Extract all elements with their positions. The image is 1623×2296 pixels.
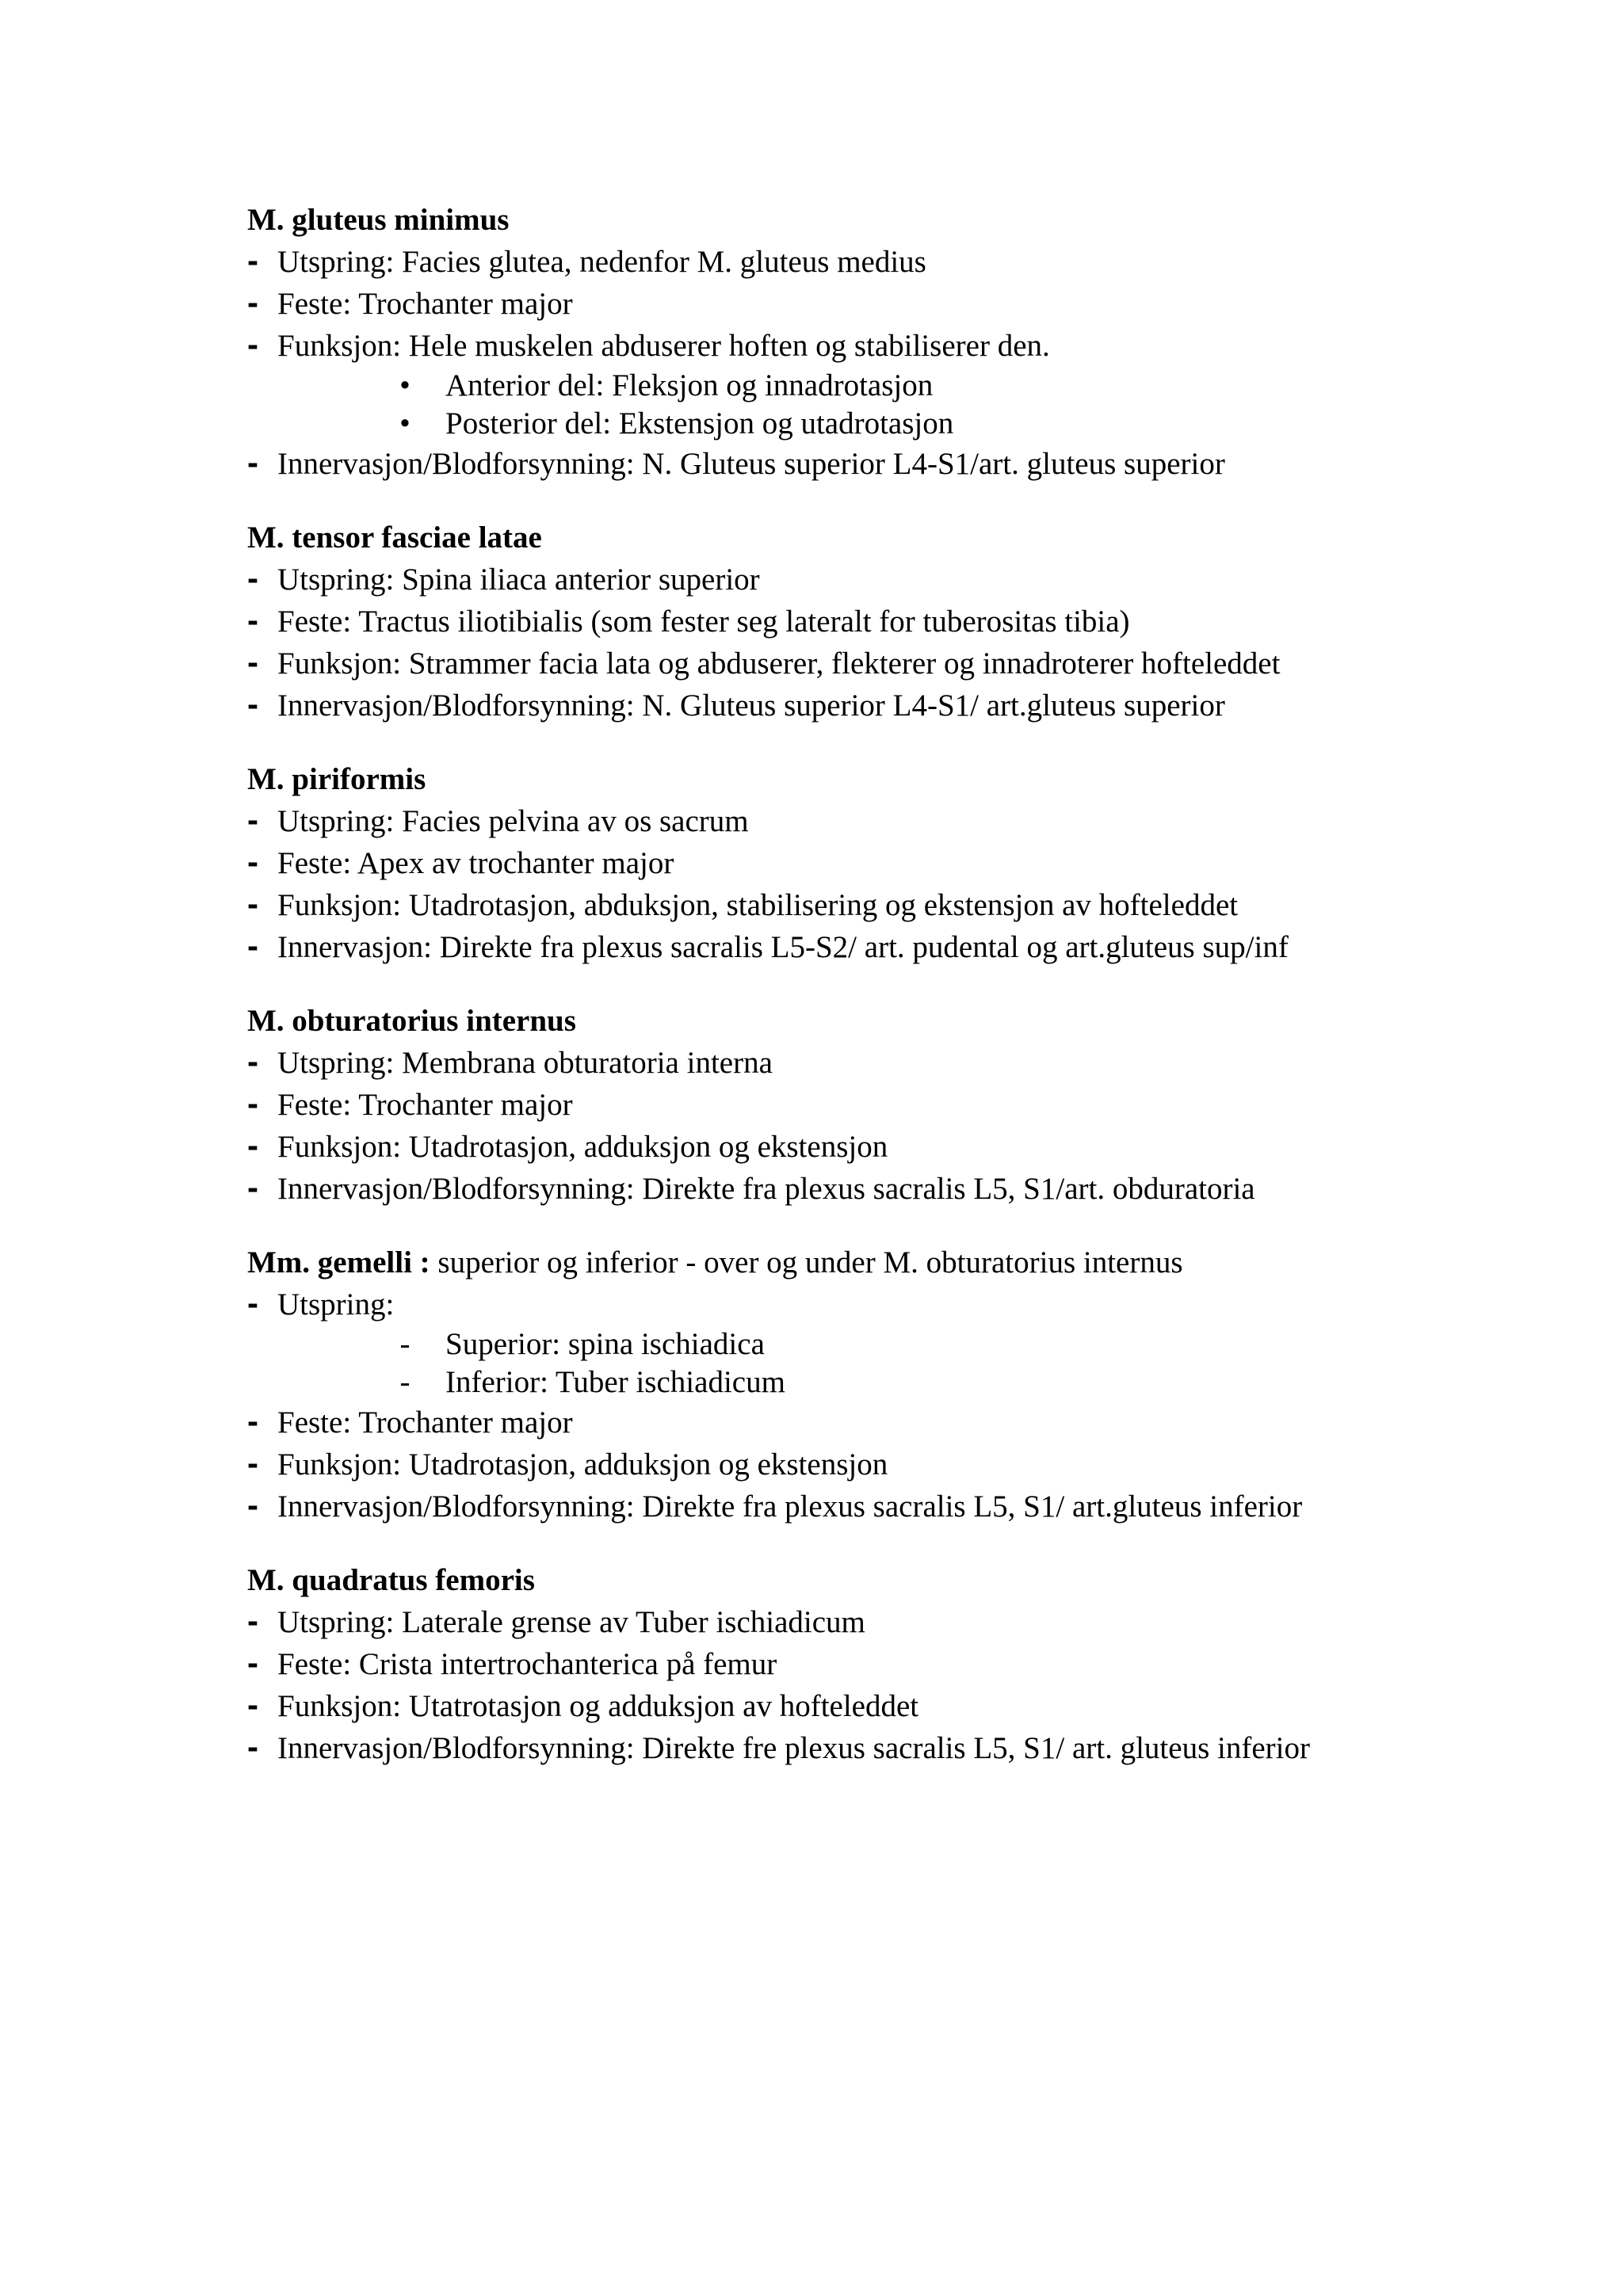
dash-marker: - xyxy=(247,685,258,723)
item-text: Funksjon: Utatrotasjon og adduksjon av hofteleddet xyxy=(277,1689,919,1723)
list-item xyxy=(247,1643,1436,1685)
item-text: Funksjon: Utadrotasjon, adduksjon og ekstensjon xyxy=(277,1447,888,1482)
muscle-section xyxy=(247,517,1436,727)
muscle-section xyxy=(247,1000,1436,1210)
dash-marker: - xyxy=(247,1644,258,1681)
dash-marker: - xyxy=(247,1686,258,1723)
dash-marker: - xyxy=(247,1402,258,1440)
dash-marker: - xyxy=(247,843,258,880)
item-text: Feste: Trochanter major xyxy=(277,1088,573,1122)
document-page xyxy=(247,199,1436,1801)
list-item xyxy=(247,1168,1436,1210)
item-text: Innervasjon/Blodforsynning: Direkte fre plexus sacralis L5, S1/ art. gluteus inferior xyxy=(277,1731,1310,1765)
dash-marker: - xyxy=(247,1169,258,1206)
dash-marker: - xyxy=(247,801,258,838)
item-text: Funksjon: Utadrotasjon, abduksjon, stabilisering og ekstensjon av hofteleddet xyxy=(277,888,1239,922)
dash-marker: - xyxy=(247,1043,258,1080)
list-item xyxy=(247,643,1436,685)
item-text: Funksjon: Utadrotasjon, adduksjon og ekstensjon xyxy=(277,1130,888,1164)
dash-marker: - xyxy=(247,242,258,279)
dash-marker: - xyxy=(247,1127,258,1164)
item-text: Innervasjon/Blodforsynning: Direkte fra plexus sacralis L5, S1/art. obduratoria xyxy=(277,1172,1255,1206)
item-text: Utspring: xyxy=(277,1287,395,1322)
section-heading-line xyxy=(247,1559,1436,1601)
item-text: Funksjon: Strammer facia lata og abduserer, flekterer og innadroterer hofteleddet xyxy=(277,646,1281,681)
list-item xyxy=(247,1685,1436,1727)
sub-list-item xyxy=(247,405,1436,443)
item-text: Utspring: Laterale grense av Tuber ischiadicum xyxy=(277,1605,865,1639)
item-text: Utspring: Membrana obturatoria interna xyxy=(277,1046,773,1080)
section-heading: M. tensor fasciae latae xyxy=(247,521,542,555)
dash-marker: - xyxy=(247,1602,258,1639)
section-heading-line xyxy=(247,517,1436,559)
dash-marker: - xyxy=(247,927,258,964)
item-text: Feste: Apex av trochanter major xyxy=(277,846,674,880)
list-item xyxy=(247,800,1436,842)
sub-list-item xyxy=(247,367,1436,405)
section-heading: M. piriformis xyxy=(247,762,426,796)
dash-marker: - xyxy=(247,1444,258,1482)
list-item xyxy=(247,1727,1436,1769)
list-item xyxy=(247,1486,1436,1527)
section-heading: Mm. gemelli : xyxy=(247,1245,430,1280)
sub-item-text: Inferior: Tuber ischiadicum xyxy=(445,1365,785,1399)
list-item xyxy=(247,1402,1436,1444)
sub-list-item xyxy=(247,1363,1436,1402)
dash-marker: - xyxy=(247,601,258,639)
sub-bullet-marker: - xyxy=(399,1365,411,1399)
item-text: Innervasjon/Blodforsynning: N. Gluteus superior L4-S1/art. gluteus superior xyxy=(277,447,1225,481)
dash-marker: - xyxy=(247,1728,258,1765)
item-text: Feste: Crista intertrochanterica på femur xyxy=(277,1647,777,1681)
section-heading-line xyxy=(247,758,1436,800)
dash-marker: - xyxy=(247,326,258,363)
dash-marker: - xyxy=(247,1085,258,1122)
list-item xyxy=(247,443,1436,485)
sub-list-item xyxy=(247,1325,1436,1363)
list-item xyxy=(247,1444,1436,1486)
dash-marker: - xyxy=(247,284,258,321)
sub-item-text: Anterior del: Fleksjon og innadrotasjon xyxy=(445,368,934,402)
item-text: Innervasjon/Blodforsynning: N. Gluteus superior L4-S1/ art.gluteus superior xyxy=(277,688,1225,723)
section-heading-line xyxy=(247,199,1436,241)
item-text: Utspring: Facies glutea, nedenfor M. gluteus medius xyxy=(277,245,926,279)
item-text: Innervasjon/Blodforsynning: Direkte fra plexus sacralis L5, S1/ art.gluteus inferior xyxy=(277,1489,1303,1524)
section-heading-note: superior og inferior - over og under M. obturatorius internus xyxy=(430,1245,1183,1280)
section-heading: M. gluteus minimus xyxy=(247,203,510,237)
sub-bullet-marker: - xyxy=(399,1327,411,1361)
sub-bullet-marker: • xyxy=(399,406,411,441)
muscle-section xyxy=(247,1241,1436,1527)
item-text: Funksjon: Hele muskelen abduserer hoften og stabiliserer den. xyxy=(277,329,1050,363)
list-item xyxy=(247,1283,1436,1325)
item-text: Feste: Trochanter major xyxy=(277,1405,573,1440)
dash-marker: - xyxy=(247,559,258,597)
dash-marker: - xyxy=(247,643,258,681)
dash-marker: - xyxy=(247,1486,258,1524)
sub-item-text: Superior: spina ischiadica xyxy=(445,1327,765,1361)
list-item xyxy=(247,1042,1436,1084)
list-item xyxy=(247,601,1436,643)
dash-marker: - xyxy=(247,1284,258,1322)
list-item xyxy=(247,241,1436,283)
sub-bullet-marker: • xyxy=(399,368,411,402)
list-item xyxy=(247,926,1436,968)
list-item xyxy=(247,559,1436,601)
list-item xyxy=(247,1126,1436,1168)
dash-marker: - xyxy=(247,444,258,481)
muscle-section xyxy=(247,1559,1436,1769)
list-item xyxy=(247,1601,1436,1643)
dash-marker: - xyxy=(247,885,258,922)
list-item xyxy=(247,283,1436,325)
section-heading: M. obturatorius internus xyxy=(247,1004,576,1038)
section-heading: M. quadratus femoris xyxy=(247,1563,535,1597)
muscle-section xyxy=(247,758,1436,968)
list-item xyxy=(247,685,1436,727)
item-text: Utspring: Spina iliaca anterior superior xyxy=(277,563,760,597)
item-text: Utspring: Facies pelvina av os sacrum xyxy=(277,804,749,838)
list-item xyxy=(247,1084,1436,1126)
section-heading-line xyxy=(247,1000,1436,1042)
item-text: Feste: Trochanter major xyxy=(277,287,573,321)
item-text: Feste: Tractus iliotibialis (som fester seg lateralt for tuberositas tibia) xyxy=(277,605,1130,639)
list-item xyxy=(247,884,1436,926)
section-heading-line xyxy=(247,1241,1436,1283)
muscle-section xyxy=(247,199,1436,485)
item-text: Innervasjon: Direkte fra plexus sacralis L5-S2/ art. pudental og art.gluteus sup/inf xyxy=(277,930,1289,964)
list-item xyxy=(247,842,1436,884)
list-item xyxy=(247,325,1436,367)
sub-item-text: Posterior del: Ekstensjon og utadrotasjon xyxy=(445,406,954,441)
